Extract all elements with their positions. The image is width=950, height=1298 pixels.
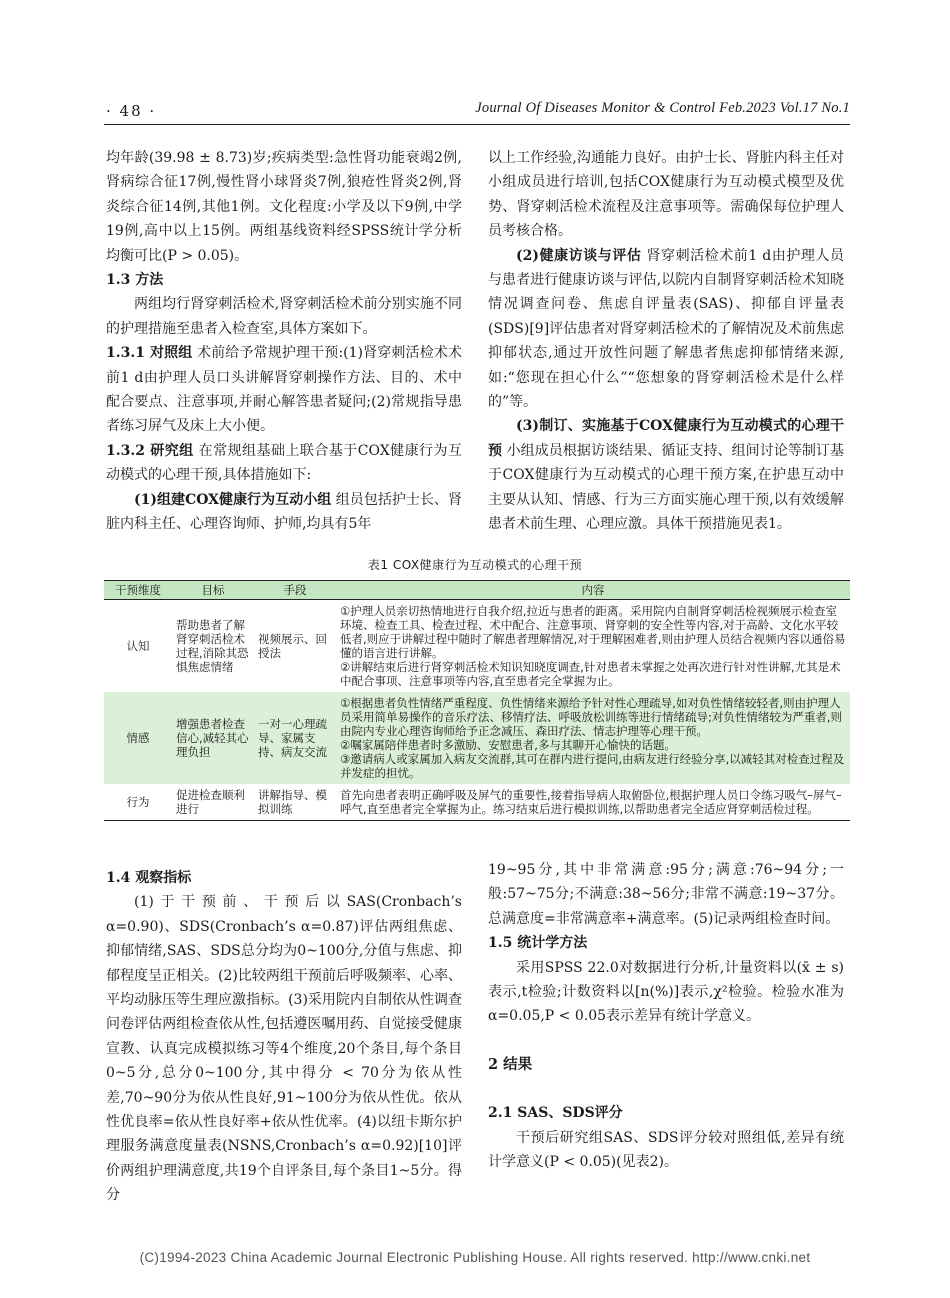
left-column-bottom — [106, 866, 462, 1208]
paragraph-text: 在常规组基础上联合基于COX健康行为互动模式的心理干预,具体措施如下: — [106, 442, 462, 484]
spacer — [488, 1029, 844, 1053]
right-column-bottom — [488, 858, 844, 1174]
paragraph: 干预后研究组SAS、SDS评分较对照组低,差异有统计学意义(P < 0.05)(见表2)。 — [488, 1129, 844, 1171]
section-heading-2: 2 结果 — [488, 1055, 533, 1073]
table-cell-dimension: 行为 — [104, 784, 172, 821]
paragraph — [488, 244, 844, 415]
paragraph-text: 肾穿刺活检术前1 d由护理人员与患者进行健康访谈与评估,以院内自制肾穿刺活检术知晓情况调查问卷、焦虑自评量表(SAS)、抑郁自评量表(SDS)[9]评估患者对肾穿刺活检术的了解情况及术前焦虑抑郁状态,通过开放性问题了解患者焦虑抑郁情绪来源,如:“您现在担心什么”“您想象的肾穿刺活检术是什么样的”等。 — [488, 247, 844, 411]
table-cell-content — [336, 600, 850, 693]
header-rule — [104, 124, 850, 125]
section-heading-1-4: 1.4 观察指标 — [106, 870, 192, 886]
section-heading-1-3-1: 1.3.1 对照组 — [106, 345, 193, 362]
spacer — [488, 1077, 844, 1101]
paragraph — [106, 439, 462, 488]
section-heading-2-1: 2.1 SAS、SDS评分 — [488, 1105, 623, 1122]
page-number: · 48 · — [106, 102, 157, 120]
paragraph: (1)于干预前、干预后以SAS(Cronbach’s α=0.90)、SDS(Cronbach’s α=0.87)评估两组焦虑、抑郁情绪,SAS、SDS总分均为0~100分,分值与焦虑、抑郁程度呈正相关。(2)比较两组干预前后呼吸频率、心率、平均动脉压等生理应激指标。(3)采用院内自制依从性调查问卷评估两组检查依从性,包括遵医嘱用药、自觉接受健康宣教、认真完成模拟练习等4个维度,20个条目,每个条目0~5分,总分0~100分,其中得分 < 70分为依从性差,70~90分为依从性良好,91~100分为依从性优。依从性优良率=依从性良好率+依从性优率。(4)以纽卡斯尔护理服务满意度量表(NSNS,Cronbach’s α=0.92)[10]评价两组护理满意度,共19个自评条目,每个条目1~5分。得分 — [106, 894, 462, 1204]
paragraph: 两组均行肾穿刺活检术,肾穿刺活检术前分别实施不同的护理措施至患者入检查室,具体方案如下。 — [106, 296, 462, 337]
paragraph: 19~95分,其中非常满意:95分;满意:76~94分;一般:57~75分;不满意:38~56分;非常不满意:19~37分。总满意度=非常满意率+满意率。(5)记录两组检查时间。 — [488, 862, 844, 927]
content-item: ①护理人员亲切热情地进行自我介绍,拉近与患者的距离。采用院内自制肾穿刺活检视频展示检查室环境、检查工具、检查过程、术中配合、注意事项、肾穿刺的安全性等内容,对于高龄、文化水平较低者,则应于讲解过程中随时了解患者理解情况,对于理解困难者,则由护理人员结合视频内容以通俗易懂的语言进行讲解。 — [340, 604, 846, 660]
table-row — [104, 600, 850, 693]
section-heading-1-3-2: 1.3.2 研究组 — [106, 442, 194, 459]
table-cell-content — [336, 692, 850, 784]
copyright-footer: (C)1994-2023 China Academic Journal Electronic Publishing House. All rights reserved. http://www.cnki.net — [139, 1250, 811, 1265]
paragraph-text: 小组成员根据访谈结果、循证支持、组间讨论等制订基于COX健康行为互动模式的心理干预方案,在护患互动中主要从认知、情感、行为三方面实施心理干预,以有效缓解患者术前生理、心理应激。具体干预措施见表1。 — [488, 442, 844, 533]
paragraph-text: 术前给予常规护理干预:(1)肾穿刺活检术术前1 d由护理人员口头讲解肾穿刺操作方法、目的、术中配合要点、注意事项,并耐心解答患者疑问;(2)常规指导患者练习屏气及床上大小便。 — [106, 345, 462, 435]
table-cell-goal: 增强患者检查信心,减轻其心理负担 — [172, 692, 254, 784]
cox-intervention-table — [104, 580, 850, 821]
table-cell-means: 一对一心理疏导、家属支持、病友交流 — [254, 692, 336, 784]
column-header: 目标 — [172, 581, 254, 600]
paragraph — [106, 488, 462, 537]
journal-header: Journal Of Diseases Monitor & Control Feb.2023 Vol.17 No.1 — [475, 100, 850, 116]
paragraph-text: 组员包括护士长、肾脏内科主任、心理咨询师、护师,均具有5年 — [106, 491, 463, 533]
section-heading-1-3: 1.3 方法 — [106, 272, 164, 289]
table-cell-means: 视频展示、回授法 — [258, 632, 327, 660]
table-cell-goal: 促进检查顺利进行 — [172, 784, 254, 821]
right-column-top — [488, 146, 844, 537]
paragraph: 采用SPSS 22.0对数据进行分析,计量资料以(x̄ ± s)表示,t检验;计数资料以[n(%)]表示,χ²检验。检验水准为α=0.05,P < 0.05表示差异有统计学意义。 — [488, 959, 844, 1025]
table-cell-dimension: 认知 — [126, 639, 150, 653]
table-caption: 表1 COX健康行为互动模式的心理干预 — [367, 558, 583, 572]
content-item: ②嘱家属陪伴患者时多激励、安慰患者,多与其聊开心愉快的话题。 — [340, 738, 676, 752]
content-item: ③邀请病人或家属加入病友交流群,其可在群内进行提问,由病友进行经验分享,以减轻其对检查过程及并发症的担忧。 — [340, 752, 845, 780]
paragraph: 以上工作经验,沟通能力良好。由护士长、肾脏内科主任对小组成员进行培训,包括COX健康行为互动模式模型及优势、肾穿刺活检术流程及注意事项等。需确保每位护理人员考核合格。 — [488, 150, 844, 240]
table-row — [104, 692, 850, 784]
content-item: ②讲解结束后进行肾穿刺活检术知识知晓度调查,针对患者未掌握之处再次进行针对性讲解,尤其是术中配合事项、注意事项等内容,直至患者完全掌握为止。 — [340, 660, 841, 688]
section-heading-1-5: 1.5 统计学方法 — [488, 935, 588, 952]
step-heading: (2)健康访谈与评估 — [516, 247, 642, 264]
content-item: 首先向患者表明正确呼吸及屏气的重要性,接着指导病人取俯卧位,根据护理人员口令练习吸气–屏气–呼气,直至患者完全掌握为止。练习结束后进行模拟训练,以帮助患者完全适应肾穿刺活检过程。 — [340, 788, 842, 816]
table-row — [104, 784, 850, 821]
table-cell-content — [336, 784, 850, 821]
paragraph: 均年龄(39.98 ± 8.73)岁;疾病类型:急性肾功能衰竭2例,肾病综合征17例,慢性肾小球肾炎7例,狼疮性肾炎2例,肾炎综合征14例,其他1例。文化程度:小学及以下9例,中学19例,高中以上15例。两组基线资料经SPSS统计学分析均衡可比(P > 0.05)。 — [106, 150, 462, 264]
content-item: ①根据患者负性情绪严重程度、负性情绪来源给予针对性心理疏导,如对负性情绪较轻者,则由护理人员采用简单易操作的音乐疗法、移情疗法、呼吸放松训练等进行情绪疏导;对负性情绪较为严重者,则由院内专业心理咨询师给予正念减压、森田疗法、情志护理等心理干预。 — [340, 696, 843, 738]
table-cell-goal: 帮助患者了解肾穿刺活检术过程,消除其恐惧焦虑情绪 — [176, 618, 249, 674]
table-cell-dimension: 情感 — [104, 692, 172, 784]
left-column-top — [106, 146, 462, 537]
table-cell-means: 讲解指导、模拟训练 — [254, 784, 336, 821]
step-heading: (1)组建COX健康行为互动小组 — [134, 491, 332, 508]
paragraph — [106, 341, 462, 439]
step-heading: (3)制订、实施基于COX健康行为互动模式的心理干预 — [488, 418, 844, 459]
table-header-row — [104, 581, 850, 600]
paragraph — [488, 414, 844, 536]
column-header: 干预维度 — [104, 581, 172, 600]
column-header: 手段 — [254, 581, 336, 600]
column-header: 内容 — [336, 581, 850, 600]
